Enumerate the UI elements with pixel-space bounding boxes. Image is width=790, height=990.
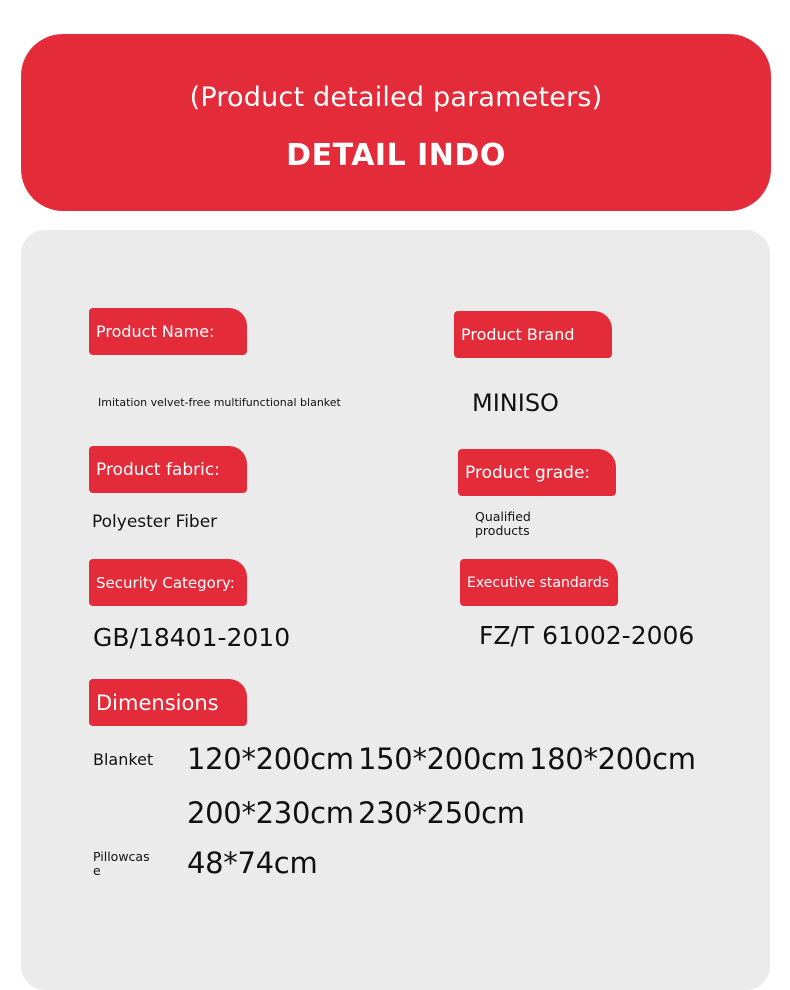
product-fabric-tag: Product fabric: xyxy=(89,446,247,493)
blanket-size: 230*250cm xyxy=(358,796,525,830)
blanket-size: 200*230cm xyxy=(187,796,354,830)
header-title: DETAIL INDO xyxy=(286,138,506,173)
executive-standards-value: FZ/T 61002-2006 xyxy=(479,621,695,650)
executive-standards-tag: Executive standards xyxy=(460,559,618,606)
blanket-size: 150*200cm xyxy=(358,742,525,776)
security-category-tag: Security Category: xyxy=(89,559,247,606)
product-grade-value xyxy=(475,510,531,538)
product-grade-value-line2: products xyxy=(475,523,530,538)
product-brand-value: MINISO xyxy=(472,389,559,417)
blanket-label: Blanket xyxy=(93,750,154,769)
product-fabric-value: Polyester Fiber xyxy=(92,512,218,532)
product-grade-value-line1: Qualified xyxy=(475,509,531,524)
pillowcase-label xyxy=(93,850,150,878)
security-category-value: GB/18401-2010 xyxy=(93,623,291,652)
header-banner xyxy=(21,34,771,211)
product-brand-tag: Product Brand xyxy=(454,311,612,358)
pillowcase-label-line1: Pillowcas xyxy=(93,849,150,864)
pillowcase-label-line2: e xyxy=(93,863,101,878)
blanket-size: 180*200cm xyxy=(529,742,696,776)
pillowcase-size: 48*74cm xyxy=(187,846,318,880)
product-name-value: Imitation velvet-free multifunctional blanket xyxy=(98,396,341,409)
dimensions-tag: Dimensions xyxy=(89,679,247,726)
header-subtitle: (Product detailed parameters) xyxy=(189,82,603,113)
product-grade-tag: Product grade: xyxy=(458,449,616,496)
product-name-tag: Product Name: xyxy=(89,308,247,355)
blanket-size: 120*200cm xyxy=(187,742,354,776)
